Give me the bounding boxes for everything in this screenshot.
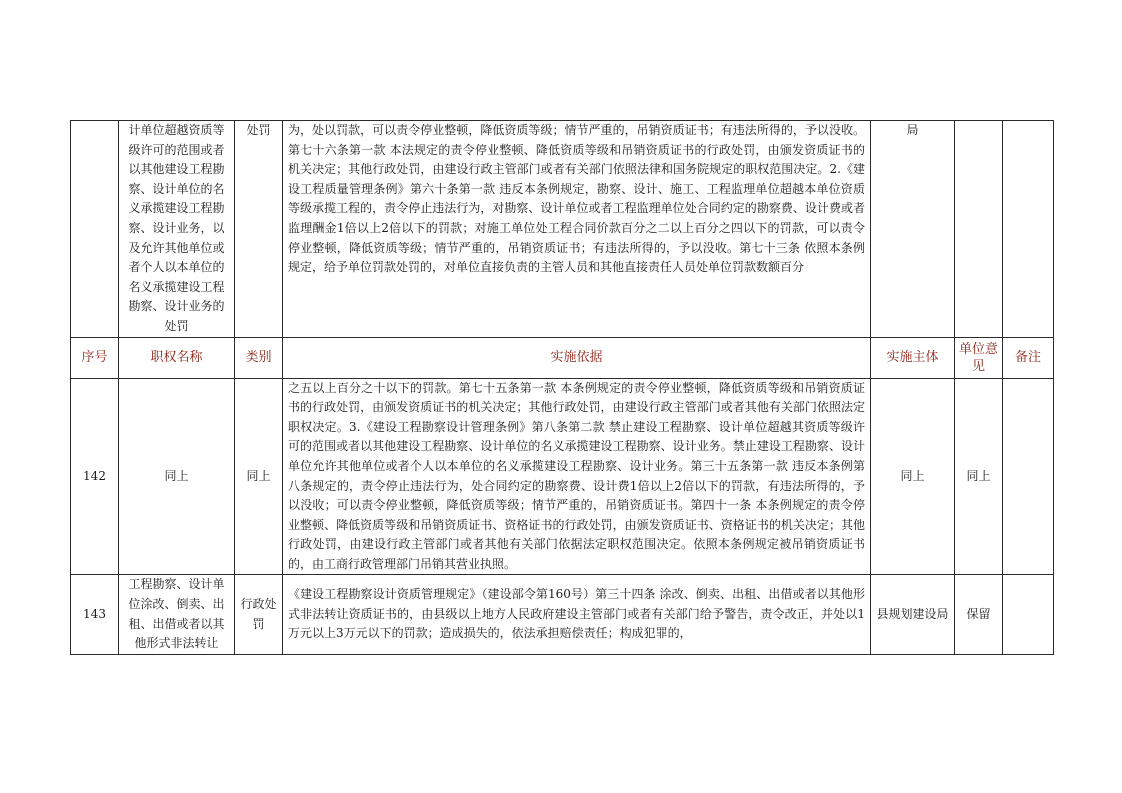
table-row <box>71 121 1054 338</box>
table-row <box>71 378 1054 575</box>
basis-cell: 之五以上百分之十以下的罚款。第七十五条第一款 本条例规定的责令停业整顿，降低资质等级和吊销资质证书的行政处罚，由颁发资质证书的机关决定；其他行政处罚，由建设行政主管部门或者其他有关部门依照法定职权决定。3.《建设工程勘察设计管理条例》第八条第二款 禁止建设工程勘察、设计单位超越其资质等级许可的范围或者以其他建设工程勘察、设计单位的名义承揽建设工程勘察、设计业务。禁止建设工程勘察、设计单位允许其他单位或者个人以本单位的名义承揽建设工程勘察、设计业务。第三十五条第一款 违反本条例第八条规定的，责令停止违法行为，处合同约定的勘察费、设计费1倍以上2倍以下的罚款，有违法所得的，予以没收；可以责令停业整顿，降低资质等级；情节严重的，吊销资质证书。第四十一条 本条例规定的责令停业整顿、降低资质等级和吊销资质证书、资格证书的行政处罚，由颁发资质证书、资格证书的机关决定；其他行政处罚，由建设行政主管部门或者其他有关部门依据法定职权范围决定。依照本条例规定被吊销资质证书的，由工商行政管理部门吊销其营业执照。 <box>283 378 871 575</box>
authority-table <box>70 120 1054 655</box>
header-row <box>71 337 1054 378</box>
authority-name-cell: 计单位超越资质等级许可的范围或者以其他建设工程勘察、设计单位的名义承揽建设工程勘察、设计业务，以及允许其他单位或者个人以本单位的名义承揽建设工程勘察、设计业务的处罚 <box>119 121 235 338</box>
remarks-cell <box>1003 575 1054 654</box>
header-name: 职权名称 <box>119 337 235 378</box>
authority-name-cell: 工程勘察、设计单位涂改、倒卖、出租、出借或者以其他形式非法转让 <box>119 575 235 654</box>
seq-cell <box>71 121 119 338</box>
category-cell: 处罚 <box>235 121 283 338</box>
subject-cell: 局 <box>871 121 955 338</box>
header-category: 类别 <box>235 337 283 378</box>
authority-name-cell: 同上 <box>119 378 235 575</box>
seq-cell: 143 <box>71 575 119 654</box>
basis-cell: 《建设工程勘察设计资质管理规定》（建设部令第160号）第三十四条 涂改、倒卖、出租、出借或者以其他形式非法转让资质证书的，由县级以上地方人民政府建设主管部门或者有关部门给予警告，责令改正，并处以1万元以上3万元以下的罚款；造成损失的，依法承担赔偿责任；构成犯罪的， <box>283 575 871 654</box>
table-row <box>71 575 1054 654</box>
remarks-cell <box>1003 378 1054 575</box>
header-opinion: 单位意见 <box>955 337 1003 378</box>
opinion-cell: 保留 <box>955 575 1003 654</box>
opinion-cell <box>955 121 1003 338</box>
opinion-cell: 同上 <box>955 378 1003 575</box>
basis-cell: 为，处以罚款，可以责令停业整顿，降低资质等级；情节严重的，吊销资质证书；有违法所得的，予以没收。第七十六条第一款 本法规定的责令停业整顿、降低资质等级和吊销资质证书的行政处罚，由颁发资质证书的机关决定；其他行政处罚，由建设行政主管部门或者有关部门依照法律和国务院规定的职权范围决定。2.《建设工程质量管理条例》第六十条第一款 违反本条例规定，勘察、设计、施工、工程监理单位超越本单位资质等级承揽工程的，责令停止违法行为，对勘察、设计单位或者工程监理单位处合同约定的勘察费、设计费或者监理酬金1倍以上2倍以下的罚款；对施工单位处工程合同价款百分之二以上百分之四以下的罚款，可以责令停业整顿，降低资质等级；情节严重的，吊销资质证书；有违法所得的，予以没收。第七十三条 依照本条例规定，给予单位罚款处罚的，对单位直接负责的主管人员和其他直接责任人员处单位罚款数额百分 <box>283 121 871 338</box>
header-seq: 序号 <box>71 337 119 378</box>
category-cell: 同上 <box>235 378 283 575</box>
category-cell: 行政处罚 <box>235 575 283 654</box>
remarks-cell <box>1003 121 1054 338</box>
subject-cell: 县规划建设局 <box>871 575 955 654</box>
header-remarks: 备注 <box>1003 337 1054 378</box>
subject-cell: 同上 <box>871 378 955 575</box>
seq-cell: 142 <box>71 378 119 575</box>
header-subject: 实施主体 <box>871 337 955 378</box>
header-basis: 实施依据 <box>283 337 871 378</box>
